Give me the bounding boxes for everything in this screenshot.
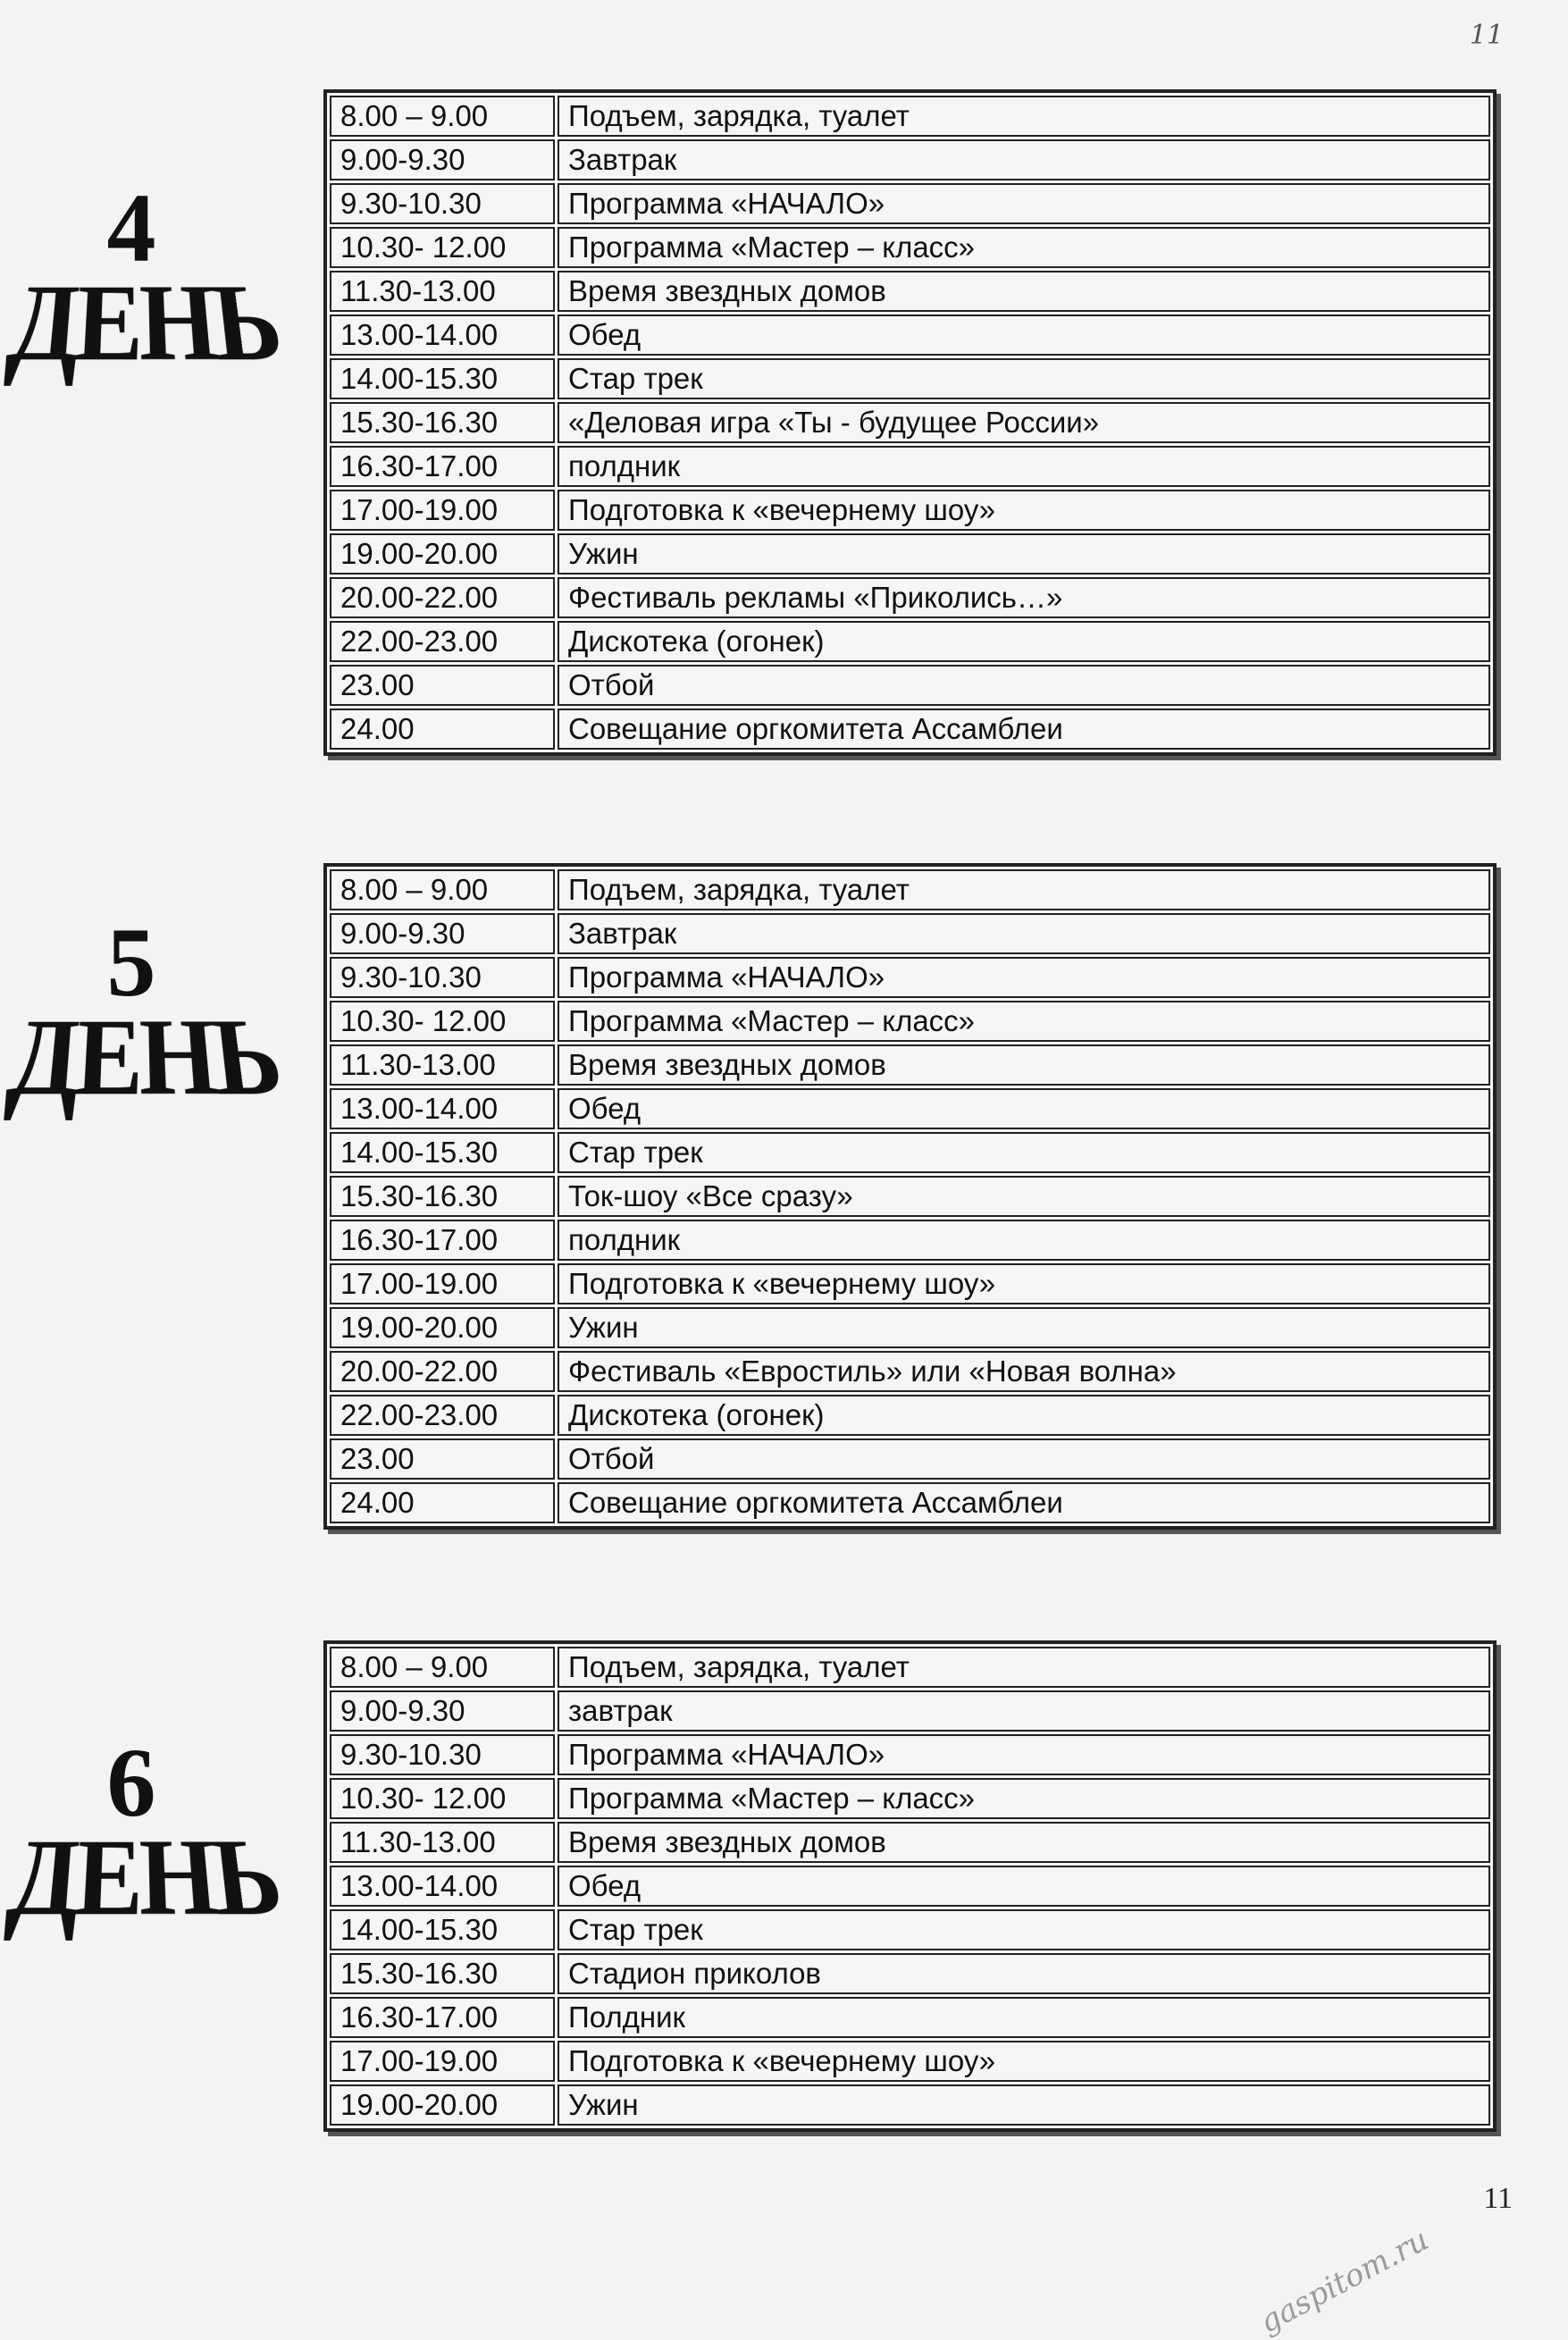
table-row [330,490,1490,531]
time-cell: 22.00-23.00 [330,621,555,662]
time-cell: 14.00-15.30 [330,358,555,399]
time-cell: 20.00-22.00 [330,1351,555,1392]
time-cell: 8.00 – 9.00 [330,96,555,137]
activity-cell: Фестиваль «Евростиль» или «Новая волна» [558,1351,1490,1392]
time-cell: 13.00-14.00 [330,1088,555,1129]
time-cell: 15.30-16.30 [330,1176,555,1217]
time-cell: 10.30- 12.00 [330,227,555,268]
table-row [330,1132,1490,1173]
day-number: 6 [106,1728,156,1837]
table-row [330,1734,1490,1775]
table-row [330,709,1490,750]
activity-cell: «Деловая игра «Ты - будущее России» [558,402,1490,443]
activity-cell: Программа «Мастер – класс» [558,1778,1490,1819]
activity-cell: Программа «НАЧАЛО» [558,1734,1490,1775]
table-row [330,1001,1490,1042]
table-row [330,1690,1490,1732]
table-row [330,913,1490,954]
table-row [330,1395,1490,1436]
time-cell: 10.30- 12.00 [330,1778,555,1819]
activity-cell: Подготовка к «вечернему шоу» [558,1263,1490,1304]
table-row [330,1044,1490,1086]
time-cell: 9.00-9.30 [330,139,555,180]
time-cell: 15.30-16.30 [330,1953,555,1994]
day-6-schedule-table [323,1640,1497,2132]
activity-cell: полдник [558,1220,1490,1261]
activity-cell: Программа «Мастер – класс» [558,227,1490,268]
table-row [330,621,1490,662]
time-cell: 14.00-15.30 [330,1909,555,1950]
time-cell: 8.00 – 9.00 [330,869,555,910]
table-row [330,271,1490,312]
activity-cell: Ужин [558,1307,1490,1348]
table-row [330,446,1490,487]
table-row [330,96,1490,137]
table-row [330,577,1490,618]
time-cell: 11.30-13.00 [330,1044,555,1086]
table-row [330,1351,1490,1392]
activity-cell: Программа «Мастер – класс» [558,1001,1490,1042]
activity-cell: Стар трек [558,1909,1490,1950]
time-cell: 11.30-13.00 [330,271,555,312]
page-number: 11 [1483,2182,1513,2215]
activity-cell: Время звездных домов [558,271,1490,312]
table-row [330,139,1490,180]
activity-cell: Обед [558,315,1490,356]
table-row [330,869,1490,910]
watermark: gaspitom.ru [1254,2221,1434,2340]
activity-cell: Обед [558,1866,1490,1907]
activity-cell: Подготовка к «вечернему шоу» [558,490,1490,531]
time-cell: 16.30-17.00 [330,1997,555,2038]
day-6-label [1,1728,288,1942]
time-cell: 16.30-17.00 [330,1220,555,1261]
activity-cell: Подъем, зарядка, туалет [558,96,1490,137]
activity-cell: Дискотека (огонек) [558,1395,1490,1436]
time-cell: 9.00-9.30 [330,913,555,954]
day-number: 5 [106,908,156,1017]
time-cell: 10.30- 12.00 [330,1001,555,1042]
activity-cell: Ужин [558,2084,1490,2126]
time-cell: 13.00-14.00 [330,1866,555,1907]
time-cell: 14.00-15.30 [330,1132,555,1173]
time-cell: 20.00-22.00 [330,577,555,618]
table-row [330,183,1490,224]
table-row [330,1909,1490,1950]
table-row [330,1438,1490,1480]
table-row [330,1176,1490,1217]
day-word: ДЕНЬ [1,264,288,388]
activity-cell: полдник [558,446,1490,487]
time-cell: 15.30-16.30 [330,402,555,443]
activity-cell: Программа «НАЧАЛО» [558,183,1490,224]
table-row [330,358,1490,399]
time-cell: 9.00-9.30 [330,1690,555,1732]
day-5-schedule-table [323,863,1497,1530]
time-cell: 19.00-20.00 [330,2084,555,2126]
activity-cell: Стар трек [558,358,1490,399]
activity-cell: Дискотека (огонек) [558,621,1490,662]
table-row [330,957,1490,998]
activity-cell: Совещание оргкомитета Ассамблеи [558,1482,1490,1523]
day-number: 4 [106,173,156,282]
time-cell: 16.30-17.00 [330,446,555,487]
activity-cell: Ужин [558,533,1490,575]
time-cell: 19.00-20.00 [330,533,555,575]
table-row [330,1220,1490,1261]
time-cell: 8.00 – 9.00 [330,1647,555,1688]
time-cell: 13.00-14.00 [330,315,555,356]
activity-cell: Полдник [558,1997,1490,2038]
table-row [330,1088,1490,1129]
time-cell: 17.00-19.00 [330,2041,555,2082]
time-cell: 24.00 [330,709,555,750]
table-row [330,315,1490,356]
activity-cell: Фестиваль рекламы «Приколись…» [558,577,1490,618]
handwritten-page-number: 11 [1469,20,1504,51]
time-cell: 9.30-10.30 [330,957,555,998]
activity-cell: Подъем, зарядка, туалет [558,869,1490,910]
table-row [330,1307,1490,1348]
activity-cell: Время звездных домов [558,1822,1490,1863]
activity-cell: Программа «НАЧАЛО» [558,957,1490,998]
activity-cell: Обед [558,1088,1490,1129]
time-cell: 17.00-19.00 [330,1263,555,1304]
activity-cell: Отбой [558,665,1490,706]
table-row [330,1263,1490,1304]
table-row [330,1997,1490,2038]
day-4-label [1,173,288,388]
activity-cell: Подъем, зарядка, туалет [558,1647,1490,1688]
time-cell: 9.30-10.30 [330,1734,555,1775]
activity-cell: Отбой [558,1438,1490,1480]
table-row [330,227,1490,268]
time-cell: 23.00 [330,665,555,706]
activity-cell: Стадион приколов [558,1953,1490,1994]
activity-cell: Стар трек [558,1132,1490,1173]
time-cell: 22.00-23.00 [330,1395,555,1436]
table-row [330,1778,1490,1819]
activity-cell: Подготовка к «вечернему шоу» [558,2041,1490,2082]
table-row [330,1647,1490,1688]
table-row [330,1482,1490,1523]
activity-cell: Ток-шоу «Все сразу» [558,1176,1490,1217]
time-cell: 24.00 [330,1482,555,1523]
day-4-schedule-table [323,89,1497,756]
table-row [330,2041,1490,2082]
time-cell: 9.30-10.30 [330,183,555,224]
table-row [330,402,1490,443]
activity-cell: завтрак [558,1690,1490,1732]
activity-cell: Завтрак [558,913,1490,954]
activity-cell: Совещание оргкомитета Ассамблеи [558,709,1490,750]
activity-cell: Время звездных домов [558,1044,1490,1086]
table-row [330,1866,1490,1907]
time-cell: 23.00 [330,1438,555,1480]
day-word: ДЕНЬ [1,999,288,1122]
time-cell: 11.30-13.00 [330,1822,555,1863]
table-row [330,2084,1490,2126]
activity-cell: Завтрак [558,139,1490,180]
table-row [330,533,1490,575]
time-cell: 17.00-19.00 [330,490,555,531]
day-5-label [1,908,288,1122]
day-word: ДЕНЬ [1,1819,288,1942]
table-row [330,1953,1490,1994]
table-row [330,1822,1490,1863]
table-row [330,665,1490,706]
time-cell: 19.00-20.00 [330,1307,555,1348]
